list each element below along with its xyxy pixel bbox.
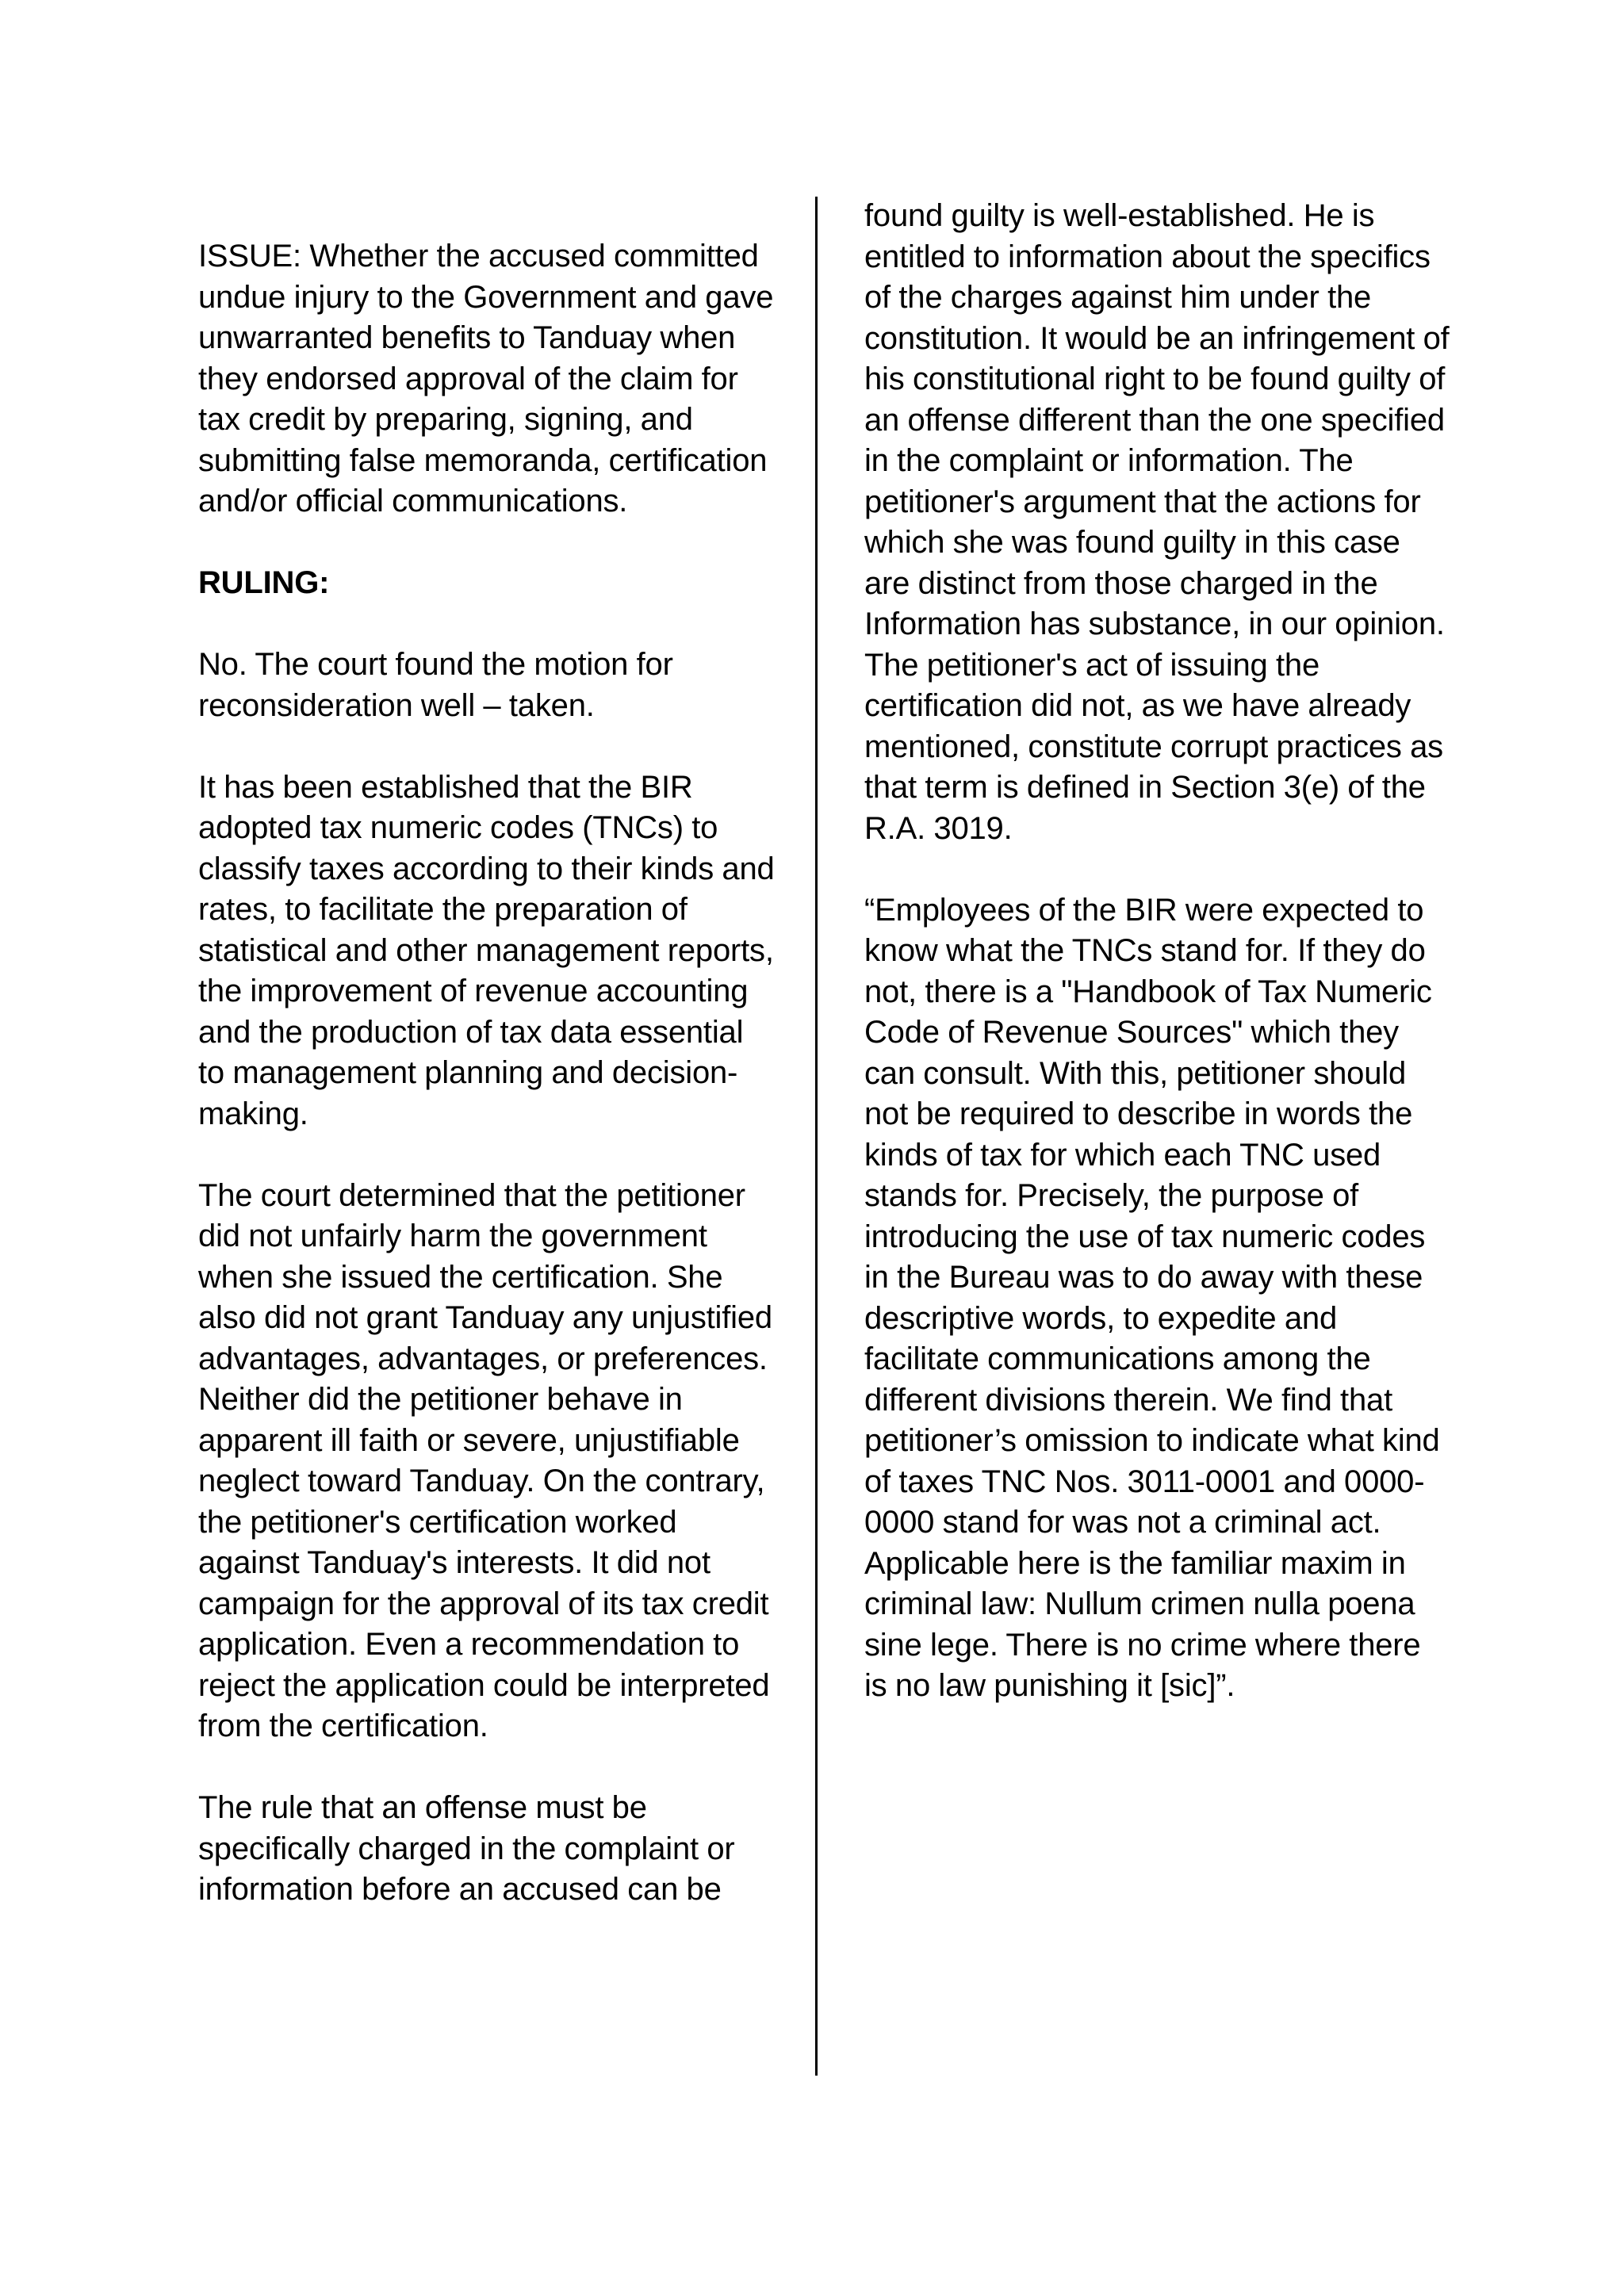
issue-paragraph: ISSUE: Whether the accused committed undue injury to the Government and gave unwarranted benefits to Tanduay when they endorsed approval of the claim for tax credit by preparing, signing, and submitting false memoranda, certification and/or official communications. — [198, 239, 774, 519]
offense-rule-paragraph-end: found guilty is well-established. He is entitled to information about the specifics of the charges against him under the constitution. It would be an infringement of his constitutional right to be found guilty of an offense different than the one specified in the complaint or information. The petitioner's argument that the actions for which she was found guilty in this case are distinct from those charged in the Information has substance, in our opinion. The petitioner's act of issuing the certification did not, as we have already mentioned, constitute corrupt practices as that term is defined in Section 3(e) of the R.A. 3019. — [864, 198, 1450, 846]
ruling-paragraph: No. The court found the motion for reconsideration well – taken. — [198, 647, 673, 723]
left-column — [198, 236, 777, 1911]
right-column — [864, 196, 1450, 1707]
tnc-paragraph: It has been established that the BIR adopted tax numeric codes (TNCs) to classify taxes according to their kinds and rates, to facilitate the preparation of statistical and other management reports, the improvement of revenue accounting and the production of tax data essential to management planning and decision-making. — [198, 769, 775, 1131]
column-divider — [815, 197, 818, 2076]
court-determination-paragraph: The court determined that the petitioner did not unfairly harm the government when she issued the certification. She also did not grant Tanduay any unjustified advantages, advantages, or preferences. Neither did the petitioner behave in apparent ill faith or severe, unjustifiable neglect toward Tanduay. On the contrary, the petitioner's certification worked against Tanduay's interests. It did not campaign for the approval of its tax credit application. Even a recommendation to reject the application could be interpreted from the certification. — [198, 1177, 772, 1743]
employees-quote-paragraph: “Employees of the BIR were expected to know what the TNCs stand for. If they do not, there is a "Handbook of Tax Numeric Code of Revenue Sources" which they can consult. With this, petitioner should not be required to describe in words the kinds of tax for which each TNC used stands for. Precisely, the purpose of introducing the use of tax numeric codes in the Bureau was to do away with these descriptive words, to expedite and facilitate communications among the different divisions therein. We find that petitioner’s omission to indicate what kind of taxes TNC Nos. 3011-0001 and 0000-0000 stand for was not a criminal act. Applicable here is the familiar maxim in criminal law: Nullum crimen nulla poena sine lege. There is no crime where there is no law punishing it [sic]”. — [864, 892, 1440, 1703]
ruling-heading: RULING: — [198, 565, 330, 600]
offense-rule-paragraph-start: The rule that an offense must be specifically charged in the complaint or information before an accused can be — [198, 1790, 735, 1907]
